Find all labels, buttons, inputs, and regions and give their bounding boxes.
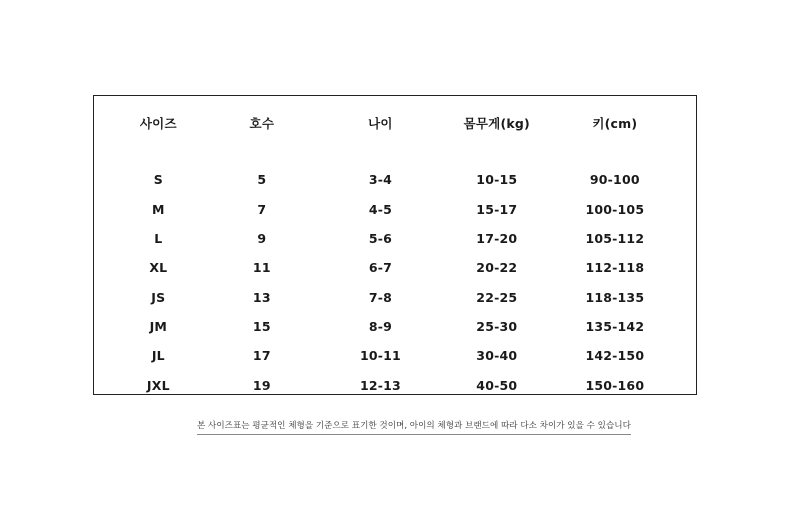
cell-number: 17 [252, 348, 271, 364]
cell-weight: 40-50 [476, 377, 518, 393]
cell-height: 112-118 [585, 260, 645, 276]
header-size: 사이즈 [139, 116, 177, 131]
header-height: 키(cm) [592, 116, 638, 131]
cell-weight: 17-20 [476, 231, 518, 247]
cell-weight: 15-17 [476, 201, 518, 217]
table-row [94, 224, 696, 253]
table-row [94, 370, 696, 399]
header-weight: 몸무게(kg) [463, 116, 530, 131]
table-row [94, 282, 696, 311]
cell-number: 5 [257, 172, 267, 188]
cell-height: 90-100 [589, 172, 640, 188]
table-row [94, 312, 696, 341]
cell-size: JL [151, 348, 165, 364]
cell-height: 135-142 [585, 318, 645, 334]
cell-size: JS [151, 289, 166, 305]
size-chart-box [93, 95, 697, 395]
cell-number: 15 [252, 318, 271, 334]
header-number: 호수 [249, 116, 275, 131]
cell-weight: 30-40 [476, 348, 518, 364]
cell-size: L [154, 231, 163, 247]
cell-height: 150-160 [585, 377, 645, 393]
cell-age: 10-11 [359, 348, 401, 364]
cell-number: 9 [257, 231, 267, 247]
cell-size: M [152, 201, 165, 217]
cell-weight: 20-22 [476, 260, 518, 276]
header-age: 나이 [368, 116, 393, 131]
table-row [94, 165, 696, 194]
cell-weight: 25-30 [476, 318, 518, 334]
cell-number: 11 [252, 260, 271, 276]
cell-height: 100-105 [585, 201, 645, 217]
cell-weight: 10-15 [476, 172, 518, 188]
cell-age: 6-7 [368, 260, 393, 276]
cell-number: 13 [252, 289, 271, 305]
cell-size: JXL [146, 377, 170, 393]
size-chart-table [94, 110, 696, 400]
cell-age: 5-6 [368, 231, 393, 247]
cell-size: XL [149, 260, 168, 276]
cell-age: 7-8 [368, 289, 393, 305]
cell-height: 142-150 [585, 348, 645, 364]
size-chart-footnote: 본 사이즈표는 평균적인 체형을 기준으로 표기한 것이며, 아이의 체형과 브랜드에 따라 다소 차이가 있을 수 있습니다 [197, 419, 631, 435]
cell-age: 3-4 [368, 172, 393, 188]
cell-weight: 22-25 [476, 289, 518, 305]
cell-height: 105-112 [585, 231, 645, 247]
cell-age: 12-13 [359, 377, 401, 393]
table-header-row [94, 110, 696, 136]
table-row [94, 253, 696, 282]
cell-number: 19 [252, 377, 271, 393]
cell-age: 4-5 [368, 201, 393, 217]
table-row [94, 195, 696, 224]
table-row [94, 341, 696, 370]
cell-size: JM [149, 318, 168, 334]
cell-age: 8-9 [368, 318, 393, 334]
cell-number: 7 [257, 201, 267, 217]
cell-height: 118-135 [585, 289, 645, 305]
cell-size: S [153, 172, 163, 188]
